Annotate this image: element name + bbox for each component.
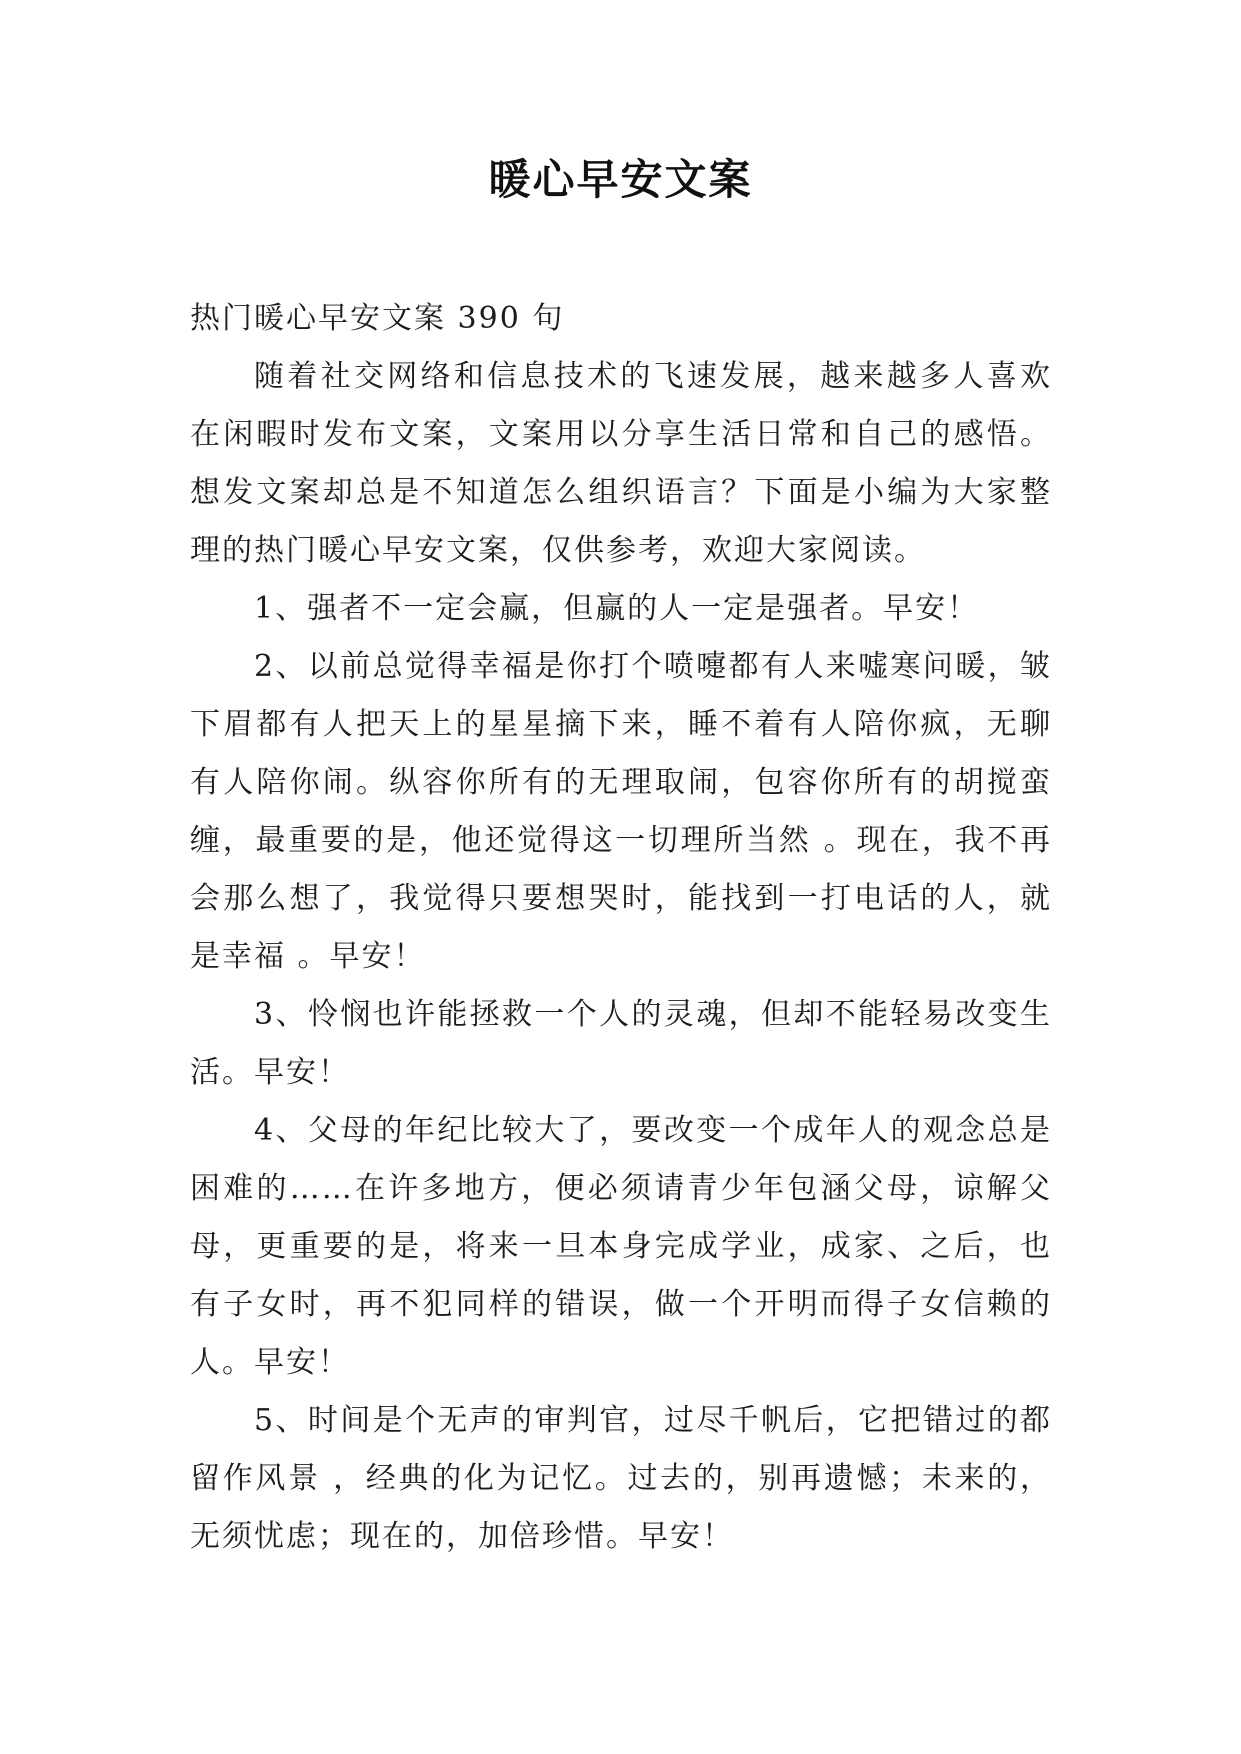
list-item: 3、怜悯也许能拯救一个人的灵魂，但却不能轻易改变生活。早安！ <box>190 997 1052 1090</box>
document-title: 暖心早安文案 <box>488 155 753 204</box>
list-item: 2、以前总觉得幸福是你打个喷嚏都有人来嘘寒问暖，皱下眉都有人把天上的星星摘下来，睡不着有人陪你疯，无聊有人陪你闹。纵容你所有的无理取闹，包容你所有的胡搅蛮缠，最重要的是，他还觉得这一切理所当然 。现在，我不再会那么想了，我觉得只要想哭时，能找到一打电话的人，就是幸福 。早安！ <box>190 649 1052 974</box>
document-body <box>190 290 1052 1566</box>
list-item: 1、强者不一定会赢，但赢的人一定是强者。早安！ <box>254 591 980 626</box>
list-item: 5、时间是个无声的审判官，过尽千帆后，它把错过的都留作风景 ，经典的化为记忆。过去的，别再遗憾；未来的，无须忧虑；现在的，加倍珍惜。早安！ <box>190 1403 1052 1554</box>
list-item: 4、父母的年纪比较大了，要改变一个成年人的观念总是困难的……在许多地方，便必须请青少年包涵父母，谅解父母，更重要的是，将来一旦本身完成学业，成家、之后，也有子女时，再不犯同样的错误，做一个开明而得子女信赖的人。早安！ <box>190 1113 1052 1380</box>
document-subtitle: 热门暖心早安文案 390 句 <box>190 301 565 336</box>
intro-paragraph: 随着社交网络和信息技术的飞速发展，越来越多人喜欢在闲暇时发布文案，文案用以分享生活日常和自己的感悟。想发文案却总是不知道怎么组织语言？下面是小编为大家整理的热门暖心早安文案，仅供参考，欢迎大家阅读。 <box>190 359 1052 568</box>
